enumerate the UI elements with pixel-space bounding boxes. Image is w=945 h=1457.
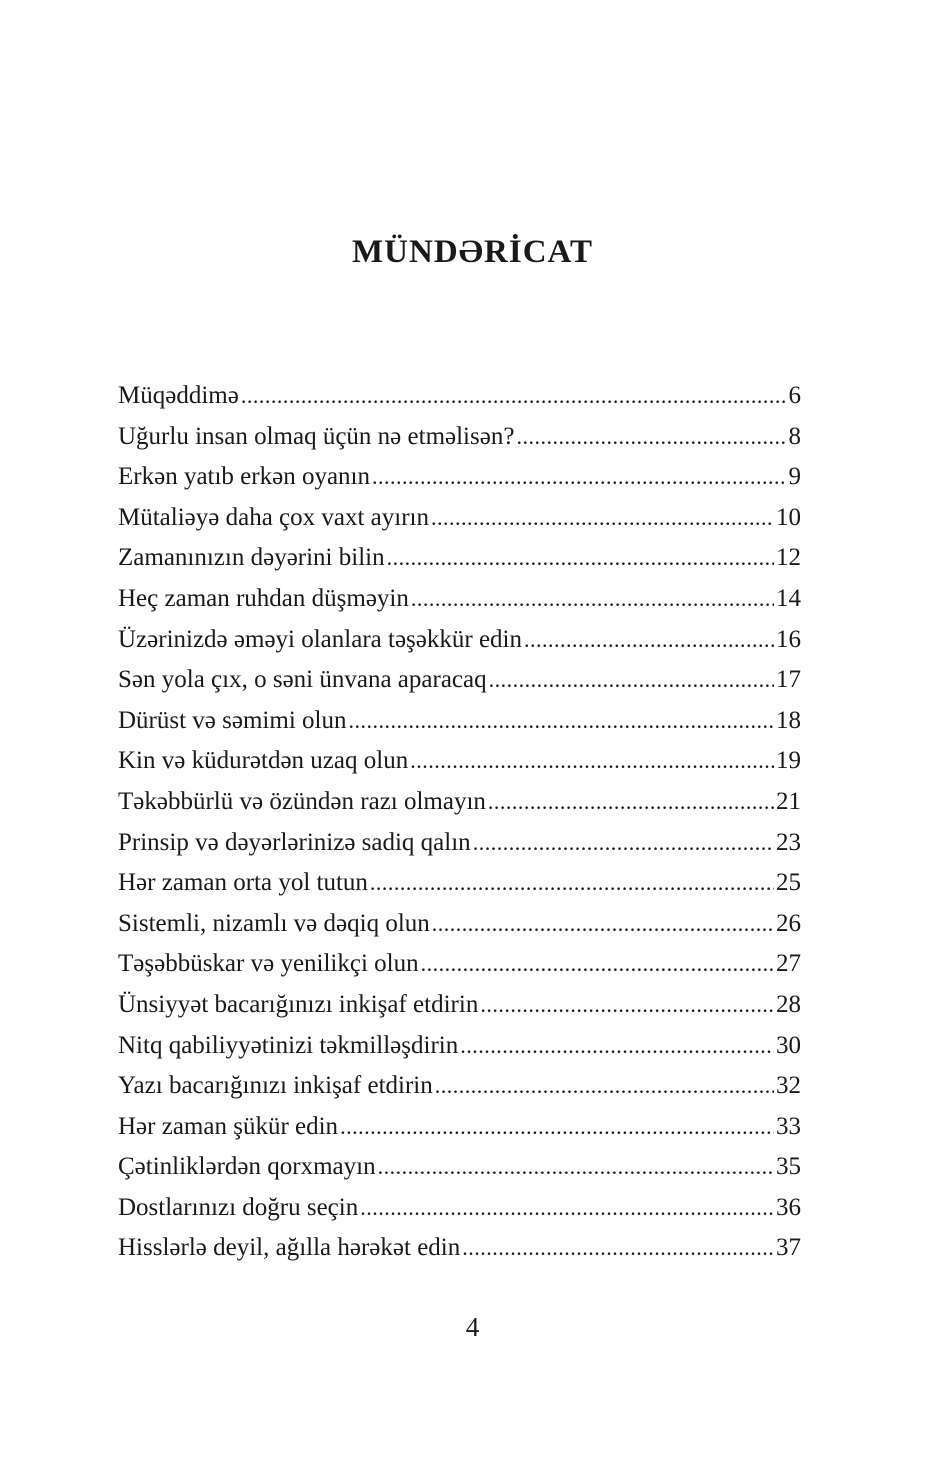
toc-leader-dots: [431, 498, 774, 539]
toc-entry-title: Müqəddimə: [118, 382, 239, 409]
toc-leader-dots: [387, 538, 774, 579]
toc-entry: [118, 660, 801, 701]
toc-entry-title: Dostlarınızı doğru seçin: [118, 1193, 359, 1221]
toc-entry-page: 23: [776, 828, 801, 856]
toc-entry-page: 35: [776, 1153, 801, 1181]
toc-entry: [118, 985, 801, 1026]
toc-entry: [118, 1026, 801, 1067]
toc-entry: [118, 457, 801, 498]
toc-entry-title: Təkəbbürlü və özündən razı olmayın: [118, 787, 486, 815]
toc-entry-title: Nitq qabiliyyətinizi təkmilləşdirin: [118, 1031, 459, 1059]
toc-entry-page: 19: [776, 747, 801, 775]
toc-entry-page: 30: [776, 1031, 801, 1059]
toc-entry: [118, 944, 801, 985]
toc-entry-title: Sən yola çıx, o səni ünvana aparacaq: [118, 666, 487, 694]
toc-entry-page: 28: [776, 990, 801, 1018]
toc-leader-dots: [435, 1066, 774, 1107]
toc-entry: [118, 1147, 801, 1188]
toc-entry: [118, 823, 801, 864]
toc-entry-title: Sistemli, nizamlı və dəqiq olun: [118, 909, 430, 937]
toc-entry-page: 16: [776, 625, 801, 653]
toc-entry-title: Yazı bacarığınızı inkişaf etdirin: [118, 1072, 433, 1100]
toc-entry: [118, 579, 801, 620]
toc-entry: [118, 1188, 801, 1229]
toc-entry-page: 12: [776, 544, 801, 572]
toc-leader-dots: [360, 1188, 774, 1229]
toc-leader-dots: [432, 904, 774, 945]
toc-entry: [118, 701, 801, 742]
toc-entry: [118, 620, 801, 661]
toc-leader-dots: [370, 863, 774, 904]
toc-leader-dots: [378, 1147, 774, 1188]
toc-leader-dots: [348, 701, 774, 742]
toc-entry: [118, 538, 801, 579]
toc-leader-dots: [411, 579, 774, 620]
toc-entry-title: Çətinliklərdən qorxmayın: [118, 1153, 376, 1181]
toc-leader-dots: [462, 1228, 774, 1269]
toc-entry-page: 25: [776, 869, 801, 897]
toc-entry: [118, 417, 801, 458]
toc-entry-page: 17: [776, 666, 801, 694]
toc-leader-dots: [524, 620, 774, 661]
toc-entry: [118, 1228, 801, 1269]
toc-entry-title: Hisslərlə deyil, ağılla hərəkət edin: [118, 1234, 461, 1262]
toc-entry-title: Prinsip və dəyərlərinizə sadiq qalın: [118, 828, 471, 856]
toc-entry-page: 21: [776, 787, 801, 815]
toc-entry-page: 37: [776, 1234, 801, 1262]
toc-entry-page: 18: [776, 706, 801, 734]
toc-entry-page: 36: [776, 1193, 801, 1221]
toc-entry: [118, 904, 801, 945]
toc-leader-dots: [421, 944, 774, 985]
toc-entry-title: Heç zaman ruhdan düşməyin: [118, 584, 409, 612]
toc-entry: [118, 1107, 801, 1148]
toc-entry-page: 32: [776, 1072, 801, 1100]
toc-entry-page: 10: [776, 503, 801, 531]
toc-entry-page: 9: [788, 463, 801, 491]
toc-entry-page: 33: [776, 1112, 801, 1140]
toc-entry: [118, 741, 801, 782]
toc-leader-dots: [489, 660, 774, 701]
toc-entry-title: Dürüst və səmimi olun: [118, 706, 347, 734]
toc-entry: [118, 863, 801, 904]
toc-leader-dots: [473, 823, 774, 864]
toc-entry-title: Ünsiyyət bacarığınızı inkişaf etdirin: [118, 990, 479, 1018]
toc-entry-title: Üzərinizdə əməyi olanlara təşəkkür edin: [118, 625, 522, 653]
toc-entry-title: Mütaliəyə daha çox vaxt ayırın: [118, 503, 429, 531]
toc-entry-page: 6: [788, 382, 801, 409]
toc-entry-title: Təşəbbüskar və yenilikçi olun: [118, 950, 419, 978]
toc-leader-dots: [241, 376, 787, 417]
toc-entry: [118, 376, 801, 417]
toc-leader-dots: [516, 417, 786, 458]
page-number: 4: [465, 1312, 480, 1342]
toc-entry-page: 27: [776, 950, 801, 978]
page-title: MÜNDƏRİCAT: [352, 234, 593, 270]
toc-entry-title: Zamanınızın dəyərini bilin: [118, 544, 385, 572]
table-of-contents: [118, 376, 801, 1269]
toc-entry-title: Erkən yatıb erkən oyanın: [118, 463, 370, 491]
toc-leader-dots: [460, 1026, 774, 1067]
toc-leader-dots: [410, 741, 774, 782]
toc-entry: [118, 498, 801, 539]
toc-entry: [118, 782, 801, 823]
toc-entry-page: 8: [788, 422, 801, 450]
toc-entry-title: Hər zaman şükür edin: [118, 1112, 339, 1140]
toc-leader-dots: [480, 985, 774, 1026]
toc-entry-title: Kin və küdurətdən uzaq olun: [118, 747, 409, 775]
toc-entry-title: Hər zaman orta yol tutun: [118, 869, 368, 897]
toc-leader-dots: [488, 782, 774, 823]
toc-entry-page: 14: [776, 584, 801, 612]
toc-leader-dots: [372, 457, 787, 498]
toc-entry-title: Uğurlu insan olmaq üçün nə etməlisən?: [118, 422, 515, 450]
toc-leader-dots: [340, 1107, 774, 1148]
toc-entry-page: 26: [776, 909, 801, 937]
toc-entry: [118, 1066, 801, 1107]
